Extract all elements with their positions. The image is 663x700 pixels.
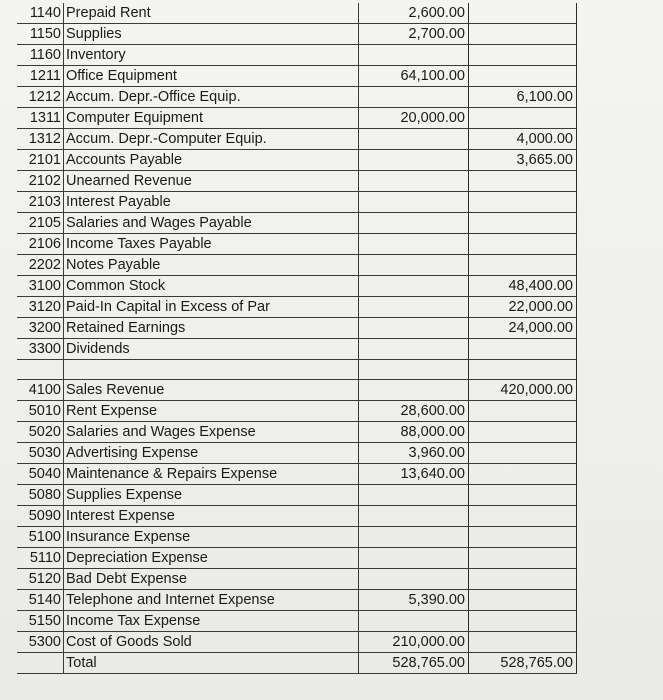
account-row bbox=[17, 339, 663, 360]
spare-column bbox=[577, 129, 663, 150]
debit-amount bbox=[359, 339, 469, 360]
credit-amount bbox=[469, 45, 577, 66]
account-number: 1150 bbox=[17, 24, 64, 45]
account-row bbox=[17, 87, 663, 108]
account-number: 1140 bbox=[17, 3, 64, 24]
account-row bbox=[17, 66, 663, 87]
account-name: Paid-In Capital in Excess of Par bbox=[64, 297, 359, 318]
spare-column bbox=[577, 506, 663, 527]
account-number: 1211 bbox=[17, 66, 64, 87]
spare-column bbox=[577, 87, 663, 108]
spare-column bbox=[577, 611, 663, 632]
account-name: Accum. Depr.-Office Equip. bbox=[64, 87, 359, 108]
account-name: Common Stock bbox=[64, 276, 359, 297]
debit-amount bbox=[359, 192, 469, 213]
spare-column bbox=[577, 548, 663, 569]
account-number: 2101 bbox=[17, 150, 64, 171]
credit-amount: 22,000.00 bbox=[469, 297, 577, 318]
credit-amount bbox=[469, 464, 577, 485]
debit-amount: 2,700.00 bbox=[359, 24, 469, 45]
account-name: Supplies Expense bbox=[64, 485, 359, 506]
account-name: Cost of Goods Sold bbox=[64, 632, 359, 653]
debit-amount: 28,600.00 bbox=[359, 401, 469, 422]
credit-amount: 6,100.00 bbox=[469, 87, 577, 108]
debit-amount: 210,000.00 bbox=[359, 632, 469, 653]
spare-column bbox=[577, 485, 663, 506]
account-number: 3120 bbox=[17, 297, 64, 318]
account-row bbox=[17, 276, 663, 297]
account-row bbox=[17, 380, 663, 401]
account-name: Prepaid Rent bbox=[64, 3, 359, 24]
spare-column bbox=[577, 297, 663, 318]
account-name: Telephone and Internet Expense bbox=[64, 590, 359, 611]
debit-amount: 88,000.00 bbox=[359, 422, 469, 443]
credit-amount bbox=[469, 485, 577, 506]
account-row bbox=[17, 192, 663, 213]
debit-amount bbox=[359, 234, 469, 255]
account-name: Maintenance & Repairs Expense bbox=[64, 464, 359, 485]
spare-column bbox=[577, 653, 663, 674]
account-row bbox=[17, 569, 663, 590]
credit-amount bbox=[469, 108, 577, 129]
credit-amount: 4,000.00 bbox=[469, 129, 577, 150]
credit-amount: 420,000.00 bbox=[469, 380, 577, 401]
account-row bbox=[17, 401, 663, 422]
account-row bbox=[17, 464, 663, 485]
credit-amount bbox=[469, 3, 577, 24]
spare-column bbox=[577, 401, 663, 422]
account-name: Advertising Expense bbox=[64, 443, 359, 464]
credit-amount: 48,400.00 bbox=[469, 276, 577, 297]
credit-amount: 3,665.00 bbox=[469, 150, 577, 171]
spare-column bbox=[577, 422, 663, 443]
spare-column bbox=[577, 108, 663, 129]
spare-column bbox=[577, 234, 663, 255]
account-row bbox=[17, 422, 663, 443]
debit-amount bbox=[359, 45, 469, 66]
account-number: 1212 bbox=[17, 87, 64, 108]
account-name: Interest Expense bbox=[64, 506, 359, 527]
debit-amount bbox=[359, 380, 469, 401]
debit-amount bbox=[359, 150, 469, 171]
debit-amount bbox=[359, 548, 469, 569]
spare-column bbox=[577, 255, 663, 276]
account-number: 5300 bbox=[17, 632, 64, 653]
debit-amount bbox=[359, 506, 469, 527]
debit-amount bbox=[359, 297, 469, 318]
account-row bbox=[17, 108, 663, 129]
account-number: 5010 bbox=[17, 401, 64, 422]
account-number: 2106 bbox=[17, 234, 64, 255]
spare-column bbox=[577, 150, 663, 171]
account-row bbox=[17, 297, 663, 318]
credit-amount bbox=[469, 401, 577, 422]
account-name: Rent Expense bbox=[64, 401, 359, 422]
spare-column bbox=[577, 632, 663, 653]
spare-column bbox=[577, 464, 663, 485]
account-number: 5090 bbox=[17, 506, 64, 527]
account-number: 2202 bbox=[17, 255, 64, 276]
account-row bbox=[17, 527, 663, 548]
spare-column bbox=[577, 380, 663, 401]
account-name: Insurance Expense bbox=[64, 527, 359, 548]
account-row bbox=[17, 171, 663, 192]
account-row bbox=[17, 234, 663, 255]
account-number: 5120 bbox=[17, 569, 64, 590]
total-row bbox=[17, 653, 663, 674]
account-number: 5080 bbox=[17, 485, 64, 506]
debit-amount bbox=[359, 171, 469, 192]
spare-column bbox=[577, 527, 663, 548]
credit-amount bbox=[469, 632, 577, 653]
credit-amount bbox=[469, 360, 577, 380]
account-number: 5020 bbox=[17, 422, 64, 443]
debit-amount bbox=[359, 255, 469, 276]
credit-amount bbox=[469, 611, 577, 632]
account-name: Interest Payable bbox=[64, 192, 359, 213]
credit-amount bbox=[469, 171, 577, 192]
account-name: Office Equipment bbox=[64, 66, 359, 87]
credit-amount: 528,765.00 bbox=[469, 653, 577, 674]
trial-balance-table bbox=[17, 3, 663, 674]
account-number: 3100 bbox=[17, 276, 64, 297]
account-row bbox=[17, 485, 663, 506]
account-row bbox=[17, 45, 663, 66]
spare-column bbox=[577, 339, 663, 360]
account-name: Supplies bbox=[64, 24, 359, 45]
debit-amount bbox=[359, 87, 469, 108]
debit-amount bbox=[359, 129, 469, 150]
account-number: 4100 bbox=[17, 380, 64, 401]
account-name: Retained Earnings bbox=[64, 318, 359, 339]
account-name: Sales Revenue bbox=[64, 380, 359, 401]
credit-amount bbox=[469, 192, 577, 213]
credit-amount bbox=[469, 443, 577, 464]
account-row bbox=[17, 24, 663, 45]
account-name: Salaries and Wages Expense bbox=[64, 422, 359, 443]
account-name: Depreciation Expense bbox=[64, 548, 359, 569]
debit-amount: 5,390.00 bbox=[359, 590, 469, 611]
account-row bbox=[17, 318, 663, 339]
debit-amount: 528,765.00 bbox=[359, 653, 469, 674]
account-name: Income Taxes Payable bbox=[64, 234, 359, 255]
account-number: 5140 bbox=[17, 590, 64, 611]
debit-amount bbox=[359, 527, 469, 548]
account-name: Bad Debt Expense bbox=[64, 569, 359, 590]
account-row bbox=[17, 255, 663, 276]
debit-amount bbox=[359, 569, 469, 590]
debit-amount bbox=[359, 360, 469, 380]
spare-column bbox=[577, 318, 663, 339]
account-name: Total bbox=[64, 653, 359, 674]
spare-column bbox=[577, 192, 663, 213]
credit-amount: 24,000.00 bbox=[469, 318, 577, 339]
account-number: 5110 bbox=[17, 548, 64, 569]
credit-amount bbox=[469, 548, 577, 569]
credit-amount bbox=[469, 527, 577, 548]
account-number: 2105 bbox=[17, 213, 64, 234]
debit-amount bbox=[359, 276, 469, 297]
spare-column bbox=[577, 171, 663, 192]
account-row bbox=[17, 548, 663, 569]
account-name: Inventory bbox=[64, 45, 359, 66]
debit-amount bbox=[359, 485, 469, 506]
debit-amount bbox=[359, 318, 469, 339]
account-name: Accum. Depr.-Computer Equip. bbox=[64, 129, 359, 150]
credit-amount bbox=[469, 569, 577, 590]
credit-amount bbox=[469, 213, 577, 234]
account-row bbox=[17, 213, 663, 234]
account-row bbox=[17, 150, 663, 171]
spare-column bbox=[577, 443, 663, 464]
credit-amount bbox=[469, 255, 577, 276]
account-number: 3300 bbox=[17, 339, 64, 360]
debit-amount: 64,100.00 bbox=[359, 66, 469, 87]
spare-column bbox=[577, 24, 663, 45]
debit-amount: 2,600.00 bbox=[359, 3, 469, 24]
account-row bbox=[17, 590, 663, 611]
account-name: Dividends bbox=[64, 339, 359, 360]
account-row bbox=[17, 129, 663, 150]
blank-row bbox=[17, 360, 663, 380]
debit-amount bbox=[359, 213, 469, 234]
credit-amount bbox=[469, 339, 577, 360]
account-number bbox=[17, 360, 64, 380]
trial-balance-body bbox=[17, 3, 663, 674]
spare-column bbox=[577, 590, 663, 611]
account-number: 2103 bbox=[17, 192, 64, 213]
spare-column bbox=[577, 360, 663, 380]
account-number: 5040 bbox=[17, 464, 64, 485]
account-name: Salaries and Wages Payable bbox=[64, 213, 359, 234]
debit-amount: 3,960.00 bbox=[359, 443, 469, 464]
credit-amount bbox=[469, 234, 577, 255]
account-name: Unearned Revenue bbox=[64, 171, 359, 192]
debit-amount bbox=[359, 611, 469, 632]
account-name: Notes Payable bbox=[64, 255, 359, 276]
account-number: 5100 bbox=[17, 527, 64, 548]
account-name: Income Tax Expense bbox=[64, 611, 359, 632]
credit-amount bbox=[469, 422, 577, 443]
credit-amount bbox=[469, 506, 577, 527]
credit-amount bbox=[469, 590, 577, 611]
account-number: 2102 bbox=[17, 171, 64, 192]
account-row bbox=[17, 3, 663, 24]
account-number: 1311 bbox=[17, 108, 64, 129]
spare-column bbox=[577, 45, 663, 66]
account-name: Accounts Payable bbox=[64, 150, 359, 171]
account-number: 1312 bbox=[17, 129, 64, 150]
account-number bbox=[17, 653, 64, 674]
debit-amount: 13,640.00 bbox=[359, 464, 469, 485]
debit-amount: 20,000.00 bbox=[359, 108, 469, 129]
account-name bbox=[64, 360, 359, 380]
account-number: 5150 bbox=[17, 611, 64, 632]
account-number: 3200 bbox=[17, 318, 64, 339]
credit-amount bbox=[469, 66, 577, 87]
credit-amount bbox=[469, 24, 577, 45]
account-row bbox=[17, 611, 663, 632]
spare-column bbox=[577, 569, 663, 590]
account-name: Computer Equipment bbox=[64, 108, 359, 129]
spare-column bbox=[577, 213, 663, 234]
account-row bbox=[17, 506, 663, 527]
account-row bbox=[17, 443, 663, 464]
spare-column bbox=[577, 3, 663, 24]
spare-column bbox=[577, 276, 663, 297]
account-number: 1160 bbox=[17, 45, 64, 66]
spare-column bbox=[577, 66, 663, 87]
account-number: 5030 bbox=[17, 443, 64, 464]
account-row bbox=[17, 632, 663, 653]
